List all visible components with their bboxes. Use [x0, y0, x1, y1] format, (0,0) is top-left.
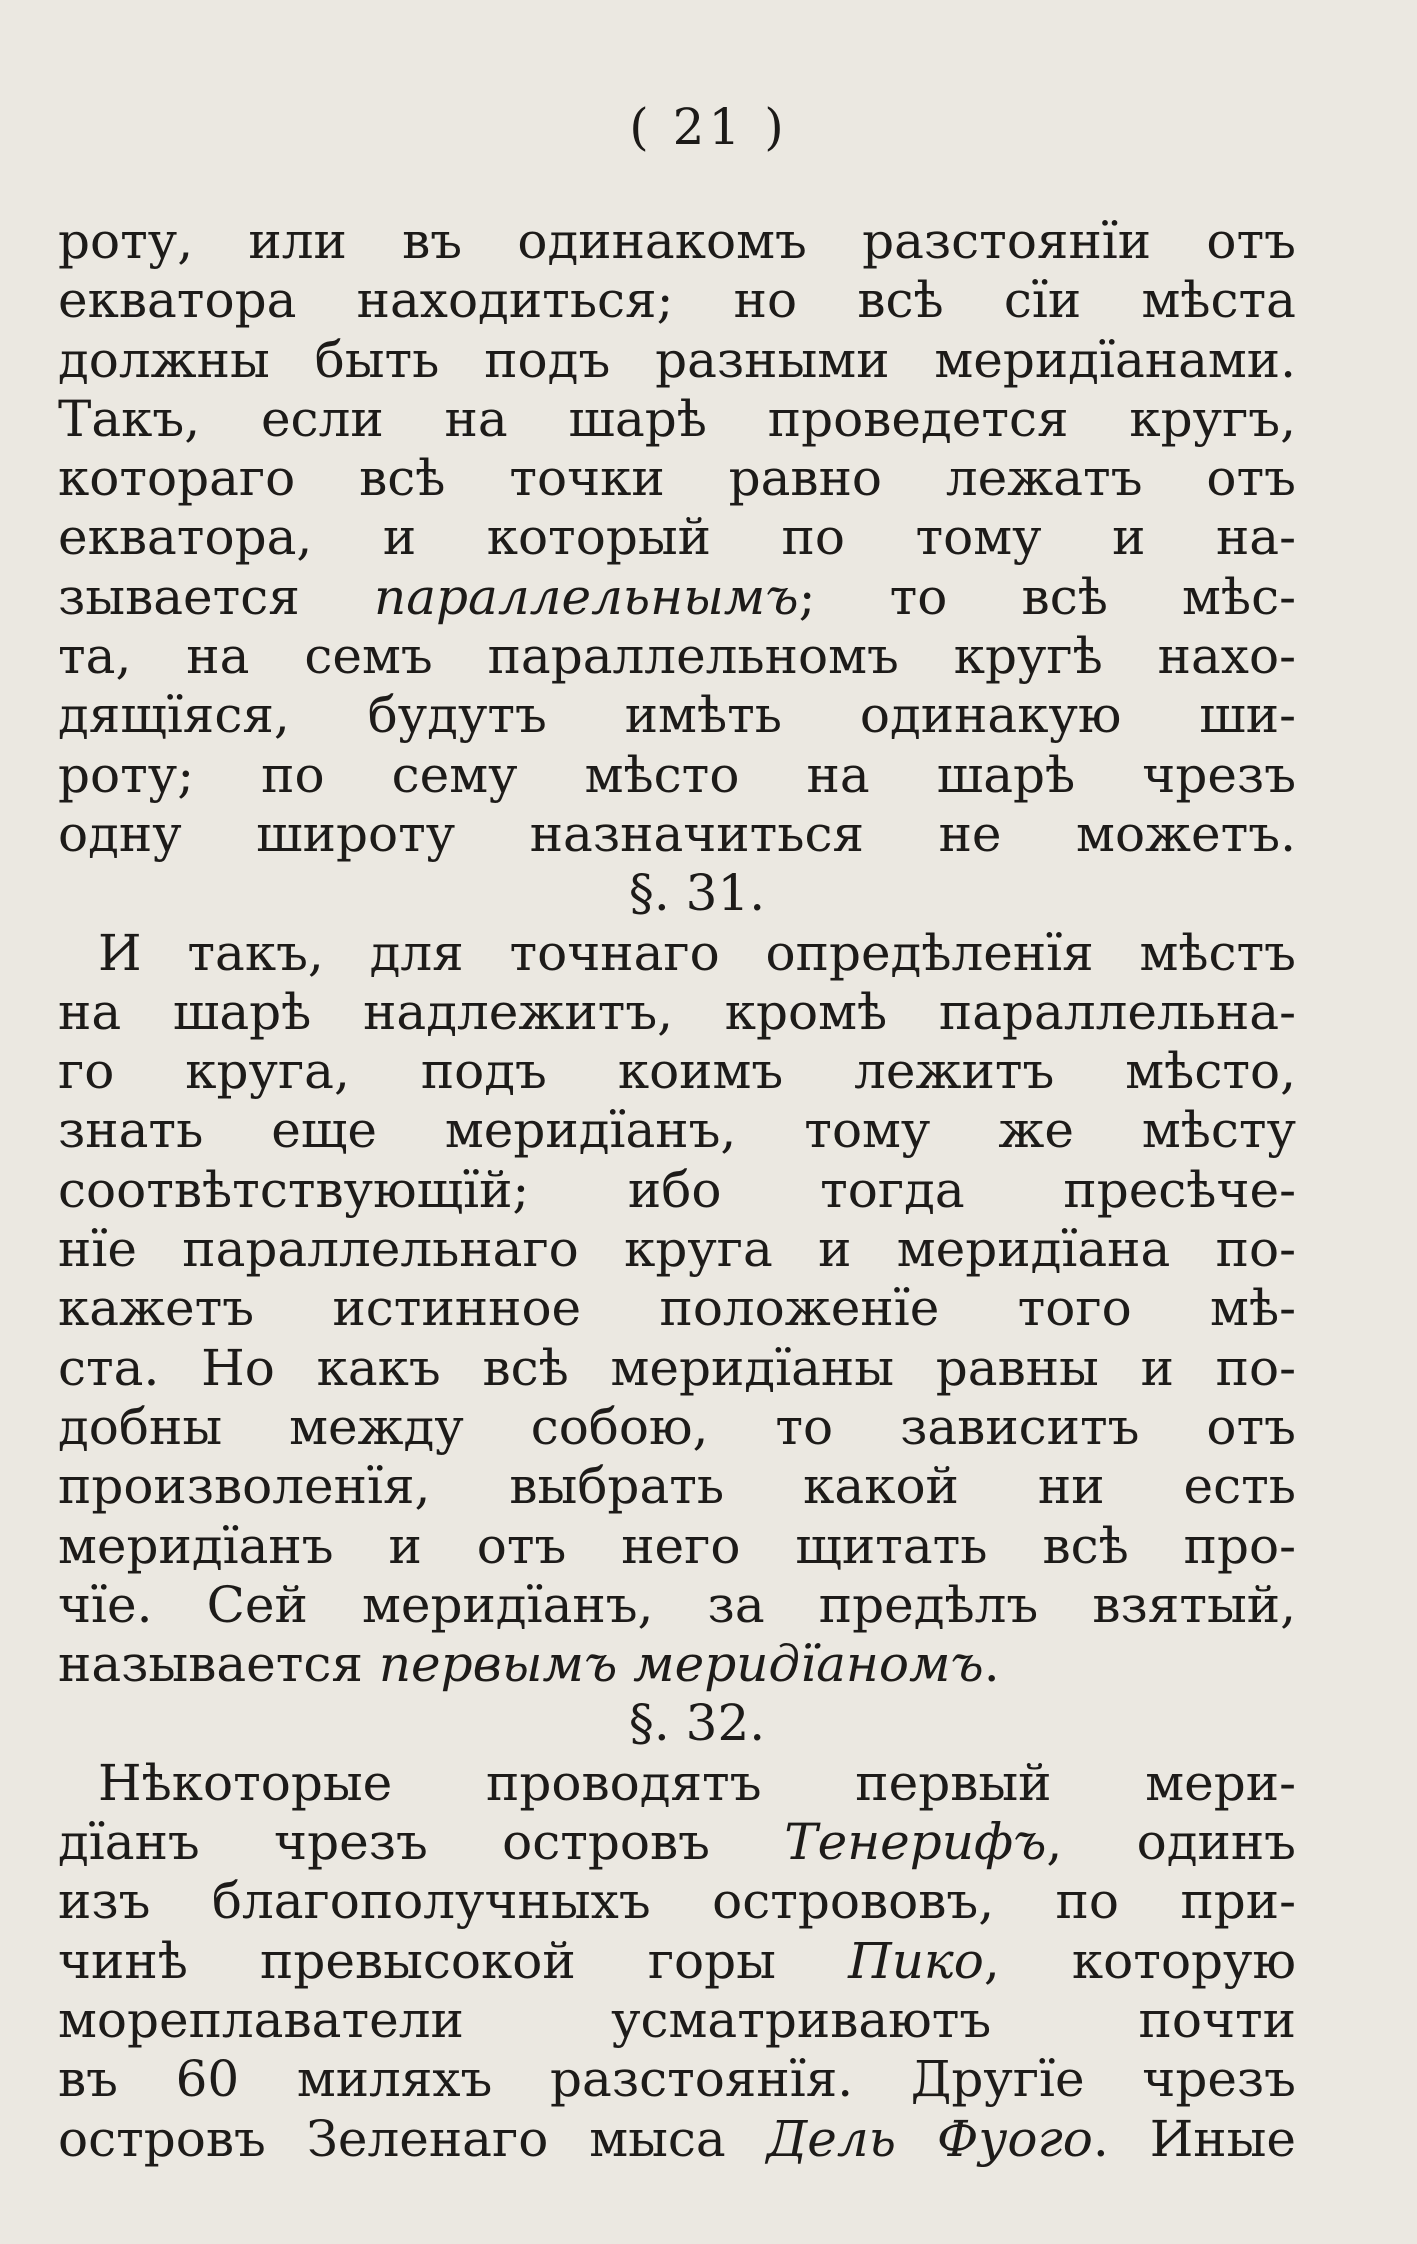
- text-line: въ 60 миляхъ разстоянїя. Другїе чрезъ: [58, 2050, 1296, 2109]
- section-heading-32: §. 32.: [628, 1694, 766, 1753]
- paragraph-continued: [58, 212, 1296, 2169]
- text-span: островъ Зеленаго мыса: [58, 2109, 767, 2168]
- text-line: [58, 1932, 1296, 1991]
- text-line: И такъ, для точнаго опредѣленїя мѣстъ: [98, 923, 1296, 982]
- text-line: [58, 2110, 1296, 2169]
- text-span: ; то всѣ мѣс-: [798, 567, 1296, 626]
- italic-term: параллельнымъ: [374, 567, 799, 626]
- text-line: Такъ, если на шарѣ проведется кругъ,: [58, 389, 1296, 448]
- text-span: , которую: [983, 1931, 1296, 1990]
- text-span: называется: [58, 1635, 379, 1694]
- text-line: ста. Но какъ всѣ меридїаны равны и по-: [58, 1338, 1296, 1397]
- text-line: одну широту назначиться не можетъ.: [58, 804, 1296, 863]
- italic-term: первымъ меридїаномъ: [378, 1635, 984, 1694]
- text-line: го круга, подъ коимъ лежитъ мѣсто,: [58, 1042, 1296, 1101]
- text-line: соотвѣтствующїй; ибо тогда пресѣче-: [58, 1160, 1296, 1219]
- text-line: на шарѣ надлежитъ, кромѣ параллельна-: [58, 982, 1296, 1041]
- section-heading-31: §. 31.: [628, 864, 766, 923]
- text-span: .: [983, 1635, 1000, 1694]
- text-line: должны быть подъ разными меридїанами.: [58, 330, 1296, 389]
- text-line: произволенїя, выбрать какой ни есть: [58, 1457, 1296, 1516]
- text-line: изъ благополучныхъ острововъ, по при-: [58, 1872, 1296, 1931]
- page-number: ( 21 ): [629, 98, 788, 156]
- text-line: нїе параллельнаго круга и меридїана по-: [58, 1220, 1296, 1279]
- text-line: екватора находиться; но всѣ сїи мѣста: [58, 271, 1296, 330]
- text-line: [58, 1813, 1296, 1872]
- text-line: мореплаватели усматриваютъ почти: [58, 1990, 1296, 2049]
- text-line: роту; по сему мѣсто на шарѣ чрезъ: [58, 745, 1296, 804]
- text-line: меридїанъ и отъ него щитать всѣ про-: [58, 1516, 1296, 1575]
- text-line: [58, 1635, 1296, 1694]
- text-span: чинѣ превысокой горы: [58, 1931, 849, 1990]
- text-line: екватора, и который по тому и на-: [58, 508, 1296, 567]
- text-span: . Иные: [1092, 2109, 1296, 2168]
- text-line: та, на семъ параллельномъ кругѣ нахо-: [58, 627, 1296, 686]
- text-span: зывается: [58, 567, 374, 626]
- text-line: добны между собою, то зависитъ отъ: [58, 1397, 1296, 1456]
- text-line: кажетъ истинное положенїе того мѣ-: [58, 1279, 1296, 1338]
- text-line: котораго всѣ точки равно лежатъ отъ: [58, 449, 1296, 508]
- text-span: , одинъ: [1046, 1813, 1296, 1872]
- text-line: [58, 568, 1296, 627]
- text-line: Нѣкоторые проводятъ первый мери-: [98, 1753, 1296, 1812]
- italic-term: Пико: [848, 1931, 984, 1990]
- italic-term: Дель Фуого: [766, 2109, 1093, 2168]
- text-line: дящїяся, будутъ имѣть одинакую ши-: [58, 686, 1296, 745]
- text-line: роту, или въ одинакомъ разстоянїи отъ: [58, 212, 1296, 270]
- text-line: чїе. Сей меридїанъ, за предѣлъ взятый,: [58, 1575, 1296, 1634]
- italic-term: Тенерифъ: [784, 1813, 1047, 1872]
- text-line: знать еще меридїанъ, тому же мѣсту: [58, 1101, 1296, 1160]
- text-span: дїанъ чрезъ островъ: [58, 1813, 785, 1872]
